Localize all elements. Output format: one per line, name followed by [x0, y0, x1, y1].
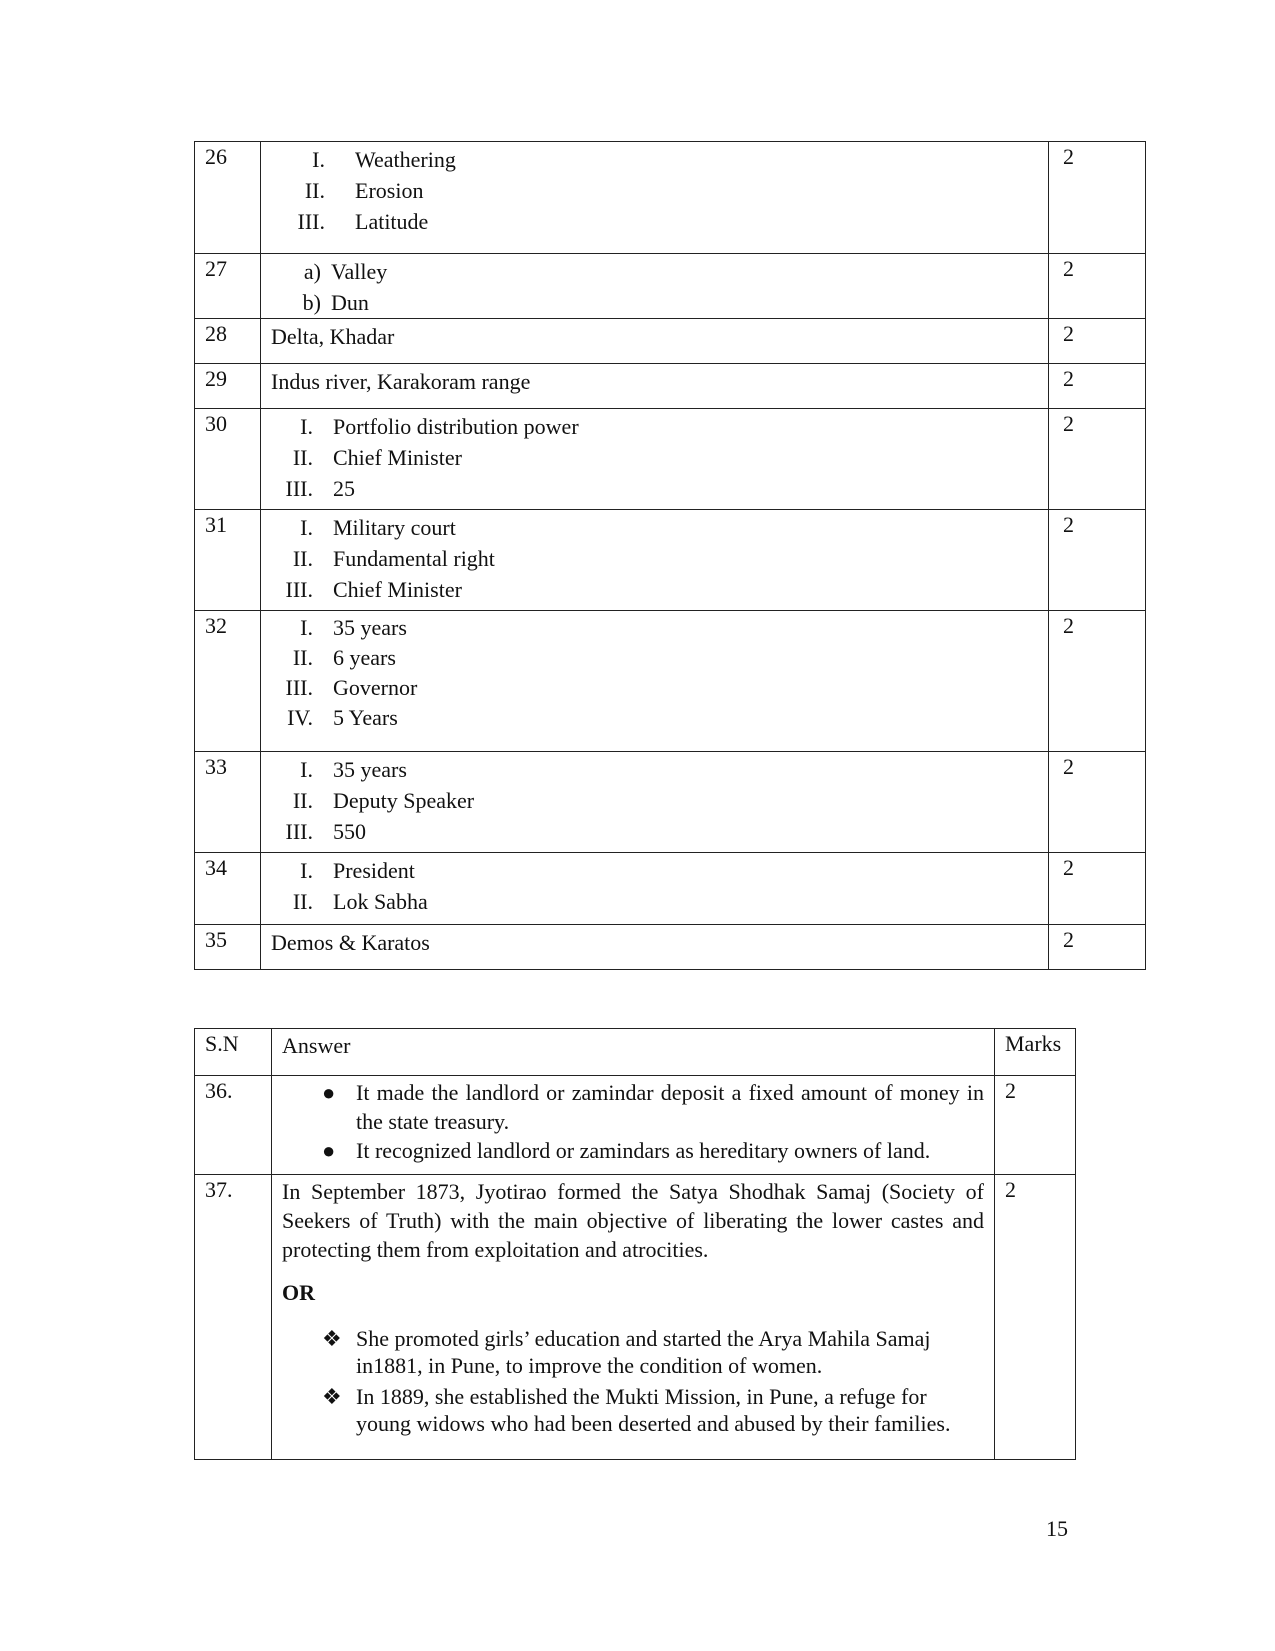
table-row	[195, 254, 1146, 319]
list-text: Weathering	[355, 147, 456, 172]
table-row	[195, 1076, 1076, 1175]
table-row	[195, 925, 1146, 970]
list-text: 6 years	[333, 645, 396, 670]
list-text: 25	[333, 476, 355, 501]
list-marker: IV.	[287, 705, 313, 730]
list-marker: I.	[312, 147, 325, 172]
list-marker: I.	[300, 858, 313, 883]
list-item	[271, 473, 1038, 504]
diamond-bullet-icon: ❖	[322, 1384, 342, 1409]
header-answer: Answer	[272, 1029, 995, 1076]
table-row	[195, 319, 1146, 364]
list-marker: II.	[292, 445, 313, 470]
list-marker: I.	[300, 757, 313, 782]
table-row	[195, 364, 1146, 409]
list-marker: II.	[292, 645, 313, 670]
list-text: Dun	[331, 290, 369, 315]
list-item	[271, 256, 1038, 287]
table-row	[195, 853, 1146, 925]
row-answer	[261, 611, 1049, 752]
answer-text: Indus river, Karakoram range	[271, 369, 531, 394]
row-sn: 33	[195, 752, 261, 853]
list-marker: III.	[285, 577, 313, 602]
list-item	[271, 442, 1038, 473]
row-sn: 36.	[195, 1076, 272, 1175]
list-marker: I.	[300, 615, 313, 640]
row-sn: 35	[195, 925, 261, 970]
diamond-bullet-icon: ❖	[322, 1326, 342, 1351]
list-item: ❖ She promoted girls’ education and started the Arya Mahila Samaj in1881, in Pune, to improve the condition of women.	[322, 1326, 931, 1378]
table-row	[195, 142, 1146, 254]
list-text: Fundamental right	[333, 546, 495, 571]
list-item	[271, 643, 1038, 673]
table-row	[195, 611, 1146, 752]
table-row	[195, 510, 1146, 611]
row-answer	[261, 409, 1049, 510]
row-marks: 2	[1049, 752, 1146, 853]
header-sn: S.N	[195, 1029, 272, 1076]
list-text: Portfolio distribution power	[333, 414, 579, 439]
row-answer	[272, 1076, 995, 1175]
or-label: OR	[282, 1280, 315, 1305]
list-item	[271, 886, 1038, 917]
answer-paragraph: In September 1873, Jyotirao formed the Satya Shodhak Samaj (Society of Seekers of Truth) with the main objective of liberating the lower castes and protecting them from exploitation and atrocities.	[282, 1179, 984, 1262]
list-text: 5 Years	[333, 705, 398, 730]
row-sn: 29	[195, 364, 261, 409]
bullet-dot-icon: ●	[322, 1080, 336, 1105]
row-answer	[261, 254, 1049, 319]
list-item	[271, 785, 1038, 816]
list-marker: III.	[297, 209, 325, 234]
list-item	[271, 613, 1038, 643]
list-text: Lok Sabha	[333, 889, 428, 914]
row-marks: 2	[1049, 142, 1146, 254]
list-text: Deputy Speaker	[333, 788, 475, 813]
list-item	[271, 206, 1038, 237]
list-text: Military court	[333, 515, 456, 540]
row-answer	[261, 142, 1049, 254]
table-header-row	[195, 1029, 1076, 1076]
page-number: 15	[1046, 1516, 1068, 1541]
row-sn: 32	[195, 611, 261, 752]
list-marker: I.	[300, 515, 313, 540]
row-marks: 2	[1049, 319, 1146, 364]
row-marks: 2	[995, 1076, 1076, 1175]
row-answer	[272, 1175, 995, 1460]
answer-table-26-35	[194, 141, 1146, 970]
header-marks: Marks	[995, 1029, 1076, 1076]
row-marks: 2	[1049, 364, 1146, 409]
row-marks: 2	[1049, 853, 1146, 925]
table-row	[195, 409, 1146, 510]
list-item	[271, 175, 1038, 206]
list-text: Governor	[333, 675, 418, 700]
list-text: President	[333, 858, 415, 883]
row-marks: 2	[1049, 254, 1146, 319]
list-marker: II.	[292, 546, 313, 571]
list-text: Chief Minister	[333, 445, 462, 470]
list-item	[271, 512, 1038, 543]
row-sn: 27	[195, 254, 261, 319]
list-marker: II.	[292, 788, 313, 813]
bullet-dot-icon: ●	[322, 1138, 336, 1163]
list-marker: III.	[285, 675, 313, 700]
list-text: 35 years	[333, 615, 407, 640]
row-answer	[261, 752, 1049, 853]
list-text: Erosion	[355, 178, 424, 203]
list-text: 550	[333, 819, 366, 844]
row-marks: 2	[1049, 409, 1146, 510]
list-marker: a)	[303, 259, 321, 284]
list-item	[271, 754, 1038, 785]
row-answer	[261, 510, 1049, 611]
row-answer	[261, 319, 1049, 364]
list-item	[271, 543, 1038, 574]
row-answer	[261, 853, 1049, 925]
list-item	[271, 816, 1038, 847]
row-sn: 37.	[195, 1175, 272, 1460]
list-marker: b)	[302, 290, 321, 315]
answer-text: Demos & Karatos	[271, 930, 430, 955]
list-item: ❖ In 1889, she established the Mukti Mission, in Pune, a refuge for young widows who had been deserted and abused by their families.	[322, 1384, 951, 1436]
list-item: ● It recognized landlord or zamindars as hereditary owners of land.	[322, 1138, 931, 1163]
list-item	[271, 703, 1038, 733]
list-text: Valley	[331, 259, 388, 284]
row-answer	[261, 364, 1049, 409]
list-item	[271, 574, 1038, 605]
row-sn: 28	[195, 319, 261, 364]
row-sn: 34	[195, 853, 261, 925]
list-item	[271, 673, 1038, 703]
list-marker: II.	[304, 178, 325, 203]
list-text: 35 years	[333, 757, 407, 782]
row-marks: 2	[995, 1175, 1076, 1460]
list-text: Chief Minister	[333, 577, 462, 602]
list-item	[271, 144, 1038, 175]
row-sn: 30	[195, 409, 261, 510]
list-marker: I.	[300, 414, 313, 439]
row-answer	[261, 925, 1049, 970]
row-sn: 26	[195, 142, 261, 254]
list-marker: III.	[285, 819, 313, 844]
list-item	[271, 855, 1038, 886]
row-marks: 2	[1049, 925, 1146, 970]
list-text: Latitude	[355, 209, 429, 234]
table-row	[195, 1175, 1076, 1460]
answer-text: Delta, Khadar	[271, 324, 395, 349]
row-sn: 31	[195, 510, 261, 611]
table-row	[195, 752, 1146, 853]
list-item	[271, 287, 1038, 318]
list-item: ● It made the landlord or zamindar deposit a fixed amount of money in the state treasury.	[322, 1080, 984, 1134]
row-marks: 2	[1049, 510, 1146, 611]
list-item	[271, 411, 1038, 442]
row-marks: 2	[1049, 611, 1146, 752]
list-marker: III.	[285, 476, 313, 501]
answer-table-36-37	[194, 1028, 1076, 1460]
list-marker: II.	[292, 889, 313, 914]
